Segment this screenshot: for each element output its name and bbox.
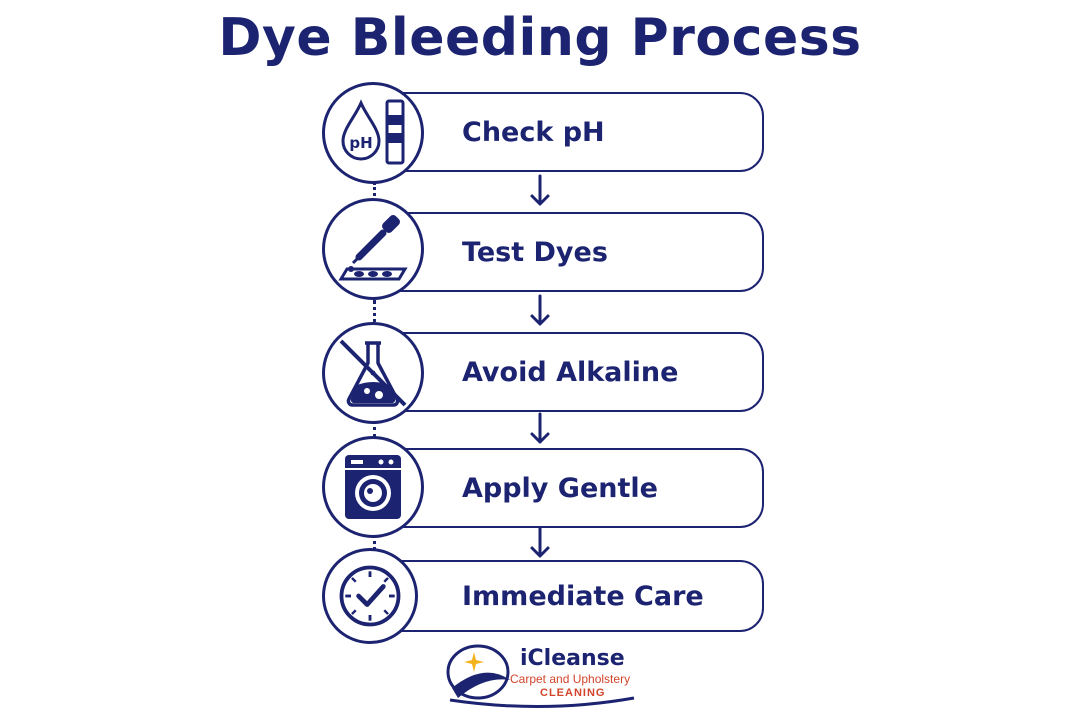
step-test-dyes <box>322 210 764 294</box>
down-arrow-icon <box>529 174 551 208</box>
no-flask-icon <box>322 322 424 424</box>
step-label: Avoid Alkaline <box>462 356 679 388</box>
step-check-ph <box>322 90 764 174</box>
logo-name: iCleanse <box>520 646 625 671</box>
ph-text: pH <box>349 134 373 152</box>
connector-line <box>373 182 376 196</box>
down-arrow-icon <box>529 412 551 446</box>
down-arrow-icon <box>529 526 551 560</box>
step-label: Apply Gentle <box>462 472 658 504</box>
logo-subtitle: Carpet and Upholstery <box>510 672 631 686</box>
ph-drop-test-strip-icon <box>322 82 424 184</box>
icleanse-logo <box>444 642 644 710</box>
step-label: Immediate Care <box>462 580 704 612</box>
step-avoid-alkaline <box>322 330 764 414</box>
step-label: Check pH <box>462 116 605 148</box>
dropper-icon <box>322 198 424 300</box>
step-label: Test Dyes <box>462 236 608 268</box>
washing-machine-icon <box>322 436 424 538</box>
logo-subtitle-cleaning: CLEANING <box>540 687 606 699</box>
diagram-title: Dye Bleeding Process <box>218 8 862 68</box>
down-arrow-icon <box>529 294 551 328</box>
step-immediate-care <box>322 558 764 634</box>
clock-check-icon <box>322 548 418 644</box>
step-apply-gentle <box>322 446 764 530</box>
